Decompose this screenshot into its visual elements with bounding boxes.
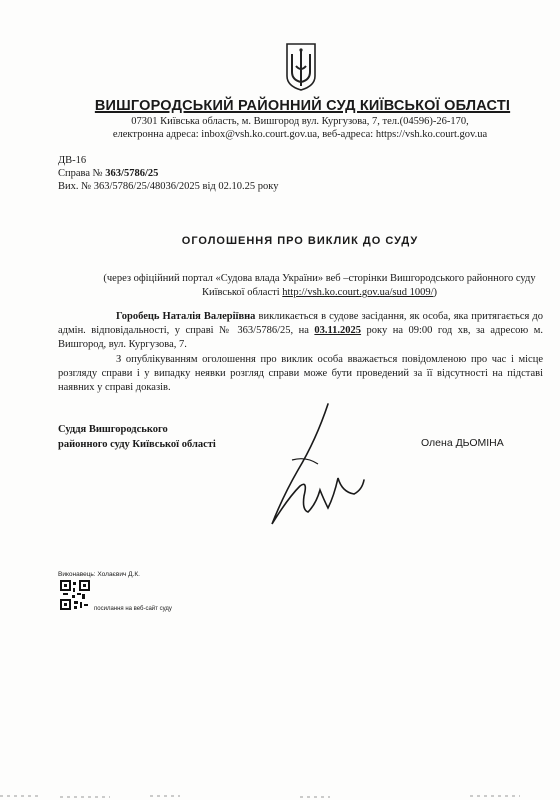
judge-title [58,422,216,452]
portal-note [92,272,547,300]
judge-line-1: Суддя Вишгородського [58,424,168,435]
notice-text: З опублікуванням оголошення про виклик особа вважається повідомленою про час і місце розгляду справи і у випадку неявки розгляд справи може бути проведений за її відсутності на підставі наявних у справі доказів. [58,354,543,393]
court-contacts: електронна адреса: inbox@vsh.ko.court.gov.ua, веб-адреса: https://vsh.ko.court.gov.ua [112,129,488,140]
case-number-line [58,168,158,179]
portal-link[interactable]: http://vsh.ko.court.gov.ua/sud 1009/ [282,287,434,298]
outgoing-number: Вих. № 363/5786/25/48036/2025 від 02.10.25 року [58,181,279,192]
summons-text-b: року на 09:00 год хв, за адресою м. Вишгород, вул. Кургузова, 7. [58,325,544,350]
qr-caption: посилання на веб-сайт суду [94,606,172,612]
notice-paragraph [58,353,543,395]
form-code: ДВ-16 [58,155,87,166]
summons-paragraph [58,310,543,352]
portal-text: (через офіційний портал «Судова влада України» веб –сторінки Вишгородського районного суду Київської області [103,273,536,298]
qr-code-icon[interactable] [60,580,90,610]
case-number: 363/5786/25 [105,168,159,179]
court-address: 07301 Київська область, м. Вишгород вул. Кургузова, 7, тел.(04596)-26-170, [131,116,469,127]
hearing-date: 03.11.2025 [314,325,362,336]
executor-note: Виконавець: Холаєвич Д.К. [58,571,140,578]
portal-close: ) [433,287,438,298]
summons-text-a: викликається в судове засідання, як особа, яка притягається до адмін. відповідальності, у справі № 363/5786/25, на [58,311,543,336]
judge-name: Олена ДЬОМІНА [421,437,504,449]
judge-line-2: районного суду Київської області [58,439,216,450]
scan-edge-artifact [0,792,560,800]
case-prefix: Справа № [58,168,103,179]
court-name: ВИШГОРОДСЬКИЙ РАЙОННИЙ СУД КИЇВСЬКОЇ ОБЛАСТІ [94,98,511,114]
defendant-name: Горобець Наталія Валеріївна [116,311,256,322]
handwritten-signature [258,400,368,530]
trident-emblem-icon [284,42,318,92]
document-title: ОГОЛОШЕННЯ ПРО ВИКЛИК ДО СУДУ [181,235,419,247]
